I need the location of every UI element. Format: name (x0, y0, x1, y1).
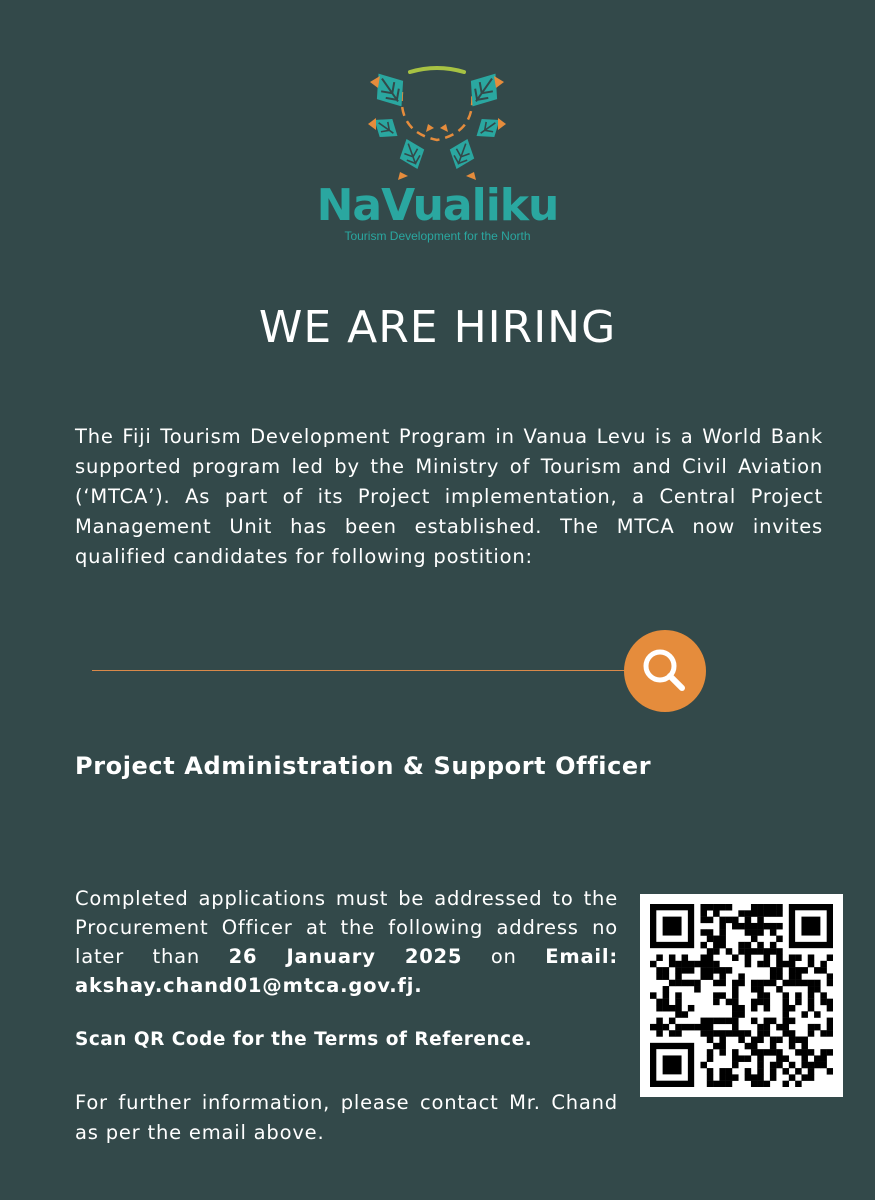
contact-paragraph: For further information, please contact Mr. Chand as per the email above. (75, 1091, 618, 1144)
intro-paragraph: The Fiji Tourism Development Program in Vanua Levu is a World Bank supported program led by the Ministry of Tourism and Civil Aviation (‘MTCA’). As part of its Project implementation, a Central Project Management Unit has been established. The MTCA now invites qualified candidates for following postition: (75, 425, 823, 568)
brand-name: NaVualiku (316, 180, 559, 231)
position-title: Project Administration & Support Officer (75, 752, 652, 780)
contact-email[interactable]: akshay.chand01@mtca.gov.fj. (75, 974, 423, 997)
divider-line (92, 670, 632, 671)
email-label: Email: (545, 945, 618, 968)
brand-tagline: Tourism Development for the North (344, 229, 531, 243)
magnifier-icon (624, 630, 706, 712)
search-badge (624, 630, 706, 712)
application-text-2: on (462, 945, 546, 968)
deadline-date: 26 January 2025 (228, 945, 463, 968)
application-text-1: Completed applications must be addressed to the Procurement Officer at the following address no later than (75, 887, 618, 968)
page-title: WE ARE HIRING (258, 302, 617, 353)
scan-instruction: Scan QR Code for the Terms of Reference. (75, 1029, 533, 1050)
navualiku-logo-icon (362, 62, 512, 182)
application-instructions (75, 884, 618, 1000)
qr-code[interactable] (640, 894, 843, 1097)
qr-code-icon (650, 904, 833, 1087)
